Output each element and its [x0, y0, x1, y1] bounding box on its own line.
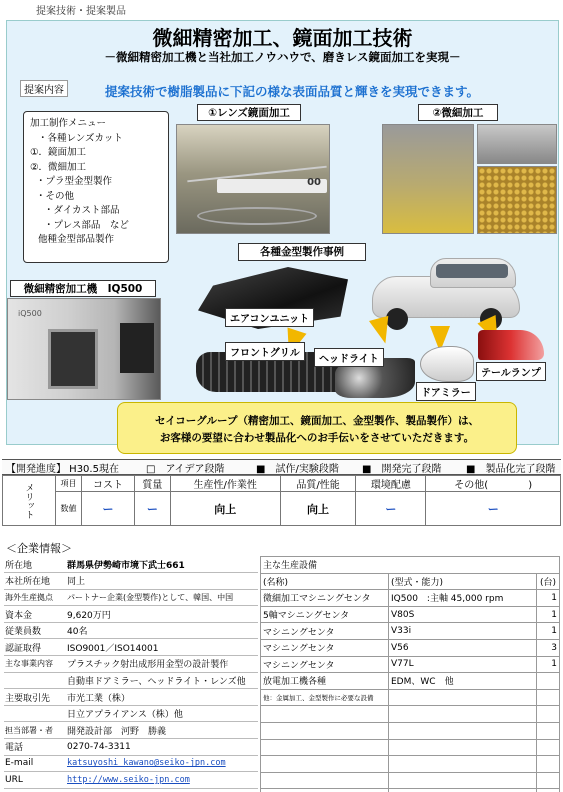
table-row — [4, 622, 258, 639]
table-row — [261, 772, 560, 789]
table-row — [4, 722, 258, 739]
equipment-name: 放電加工機各種 — [261, 673, 389, 690]
stage-product-complete: ■ 製品化完了段階 — [466, 463, 556, 475]
company-key: 海外生産拠点 — [4, 589, 66, 606]
company-key: 資本金 — [4, 606, 66, 623]
merit-value: ー — [82, 492, 135, 526]
table-row — [4, 573, 258, 590]
equipment-qty — [537, 673, 560, 690]
company-value: 自動車ドアミラー、ヘッドライト・レンズ他 — [66, 672, 258, 689]
equipment-name: マシニングセンタ — [261, 623, 389, 640]
company-value: 群馬県伊勢崎市境下武士661 — [66, 556, 258, 573]
equipment-qty: 1 — [537, 656, 560, 673]
table-row — [4, 772, 258, 789]
table-row — [4, 656, 258, 673]
header-tag: 提案技術・提案製品 — [36, 6, 126, 17]
company-key: 主な事業内容 — [4, 656, 66, 673]
merit-value: ー — [426, 492, 561, 526]
company-value: 開発設計部 河野 勝義 — [66, 722, 258, 739]
menu-item: ①．鏡面加工 — [30, 147, 87, 158]
stage-idea: □ アイデア段階 — [146, 463, 225, 475]
aircon-label: エアコンユニット — [225, 308, 314, 327]
merit-header: 環境配慮 — [356, 476, 426, 492]
lens-label: ①レンズ鏡面加工 — [197, 104, 301, 121]
merit-value-label: 数値 — [56, 492, 82, 526]
menu-item: ・各種レンズカット — [38, 132, 123, 144]
company-value: 同上 — [66, 573, 258, 590]
company-value: 日立アプライアンス（株）他 — [66, 705, 258, 722]
table-row — [4, 755, 258, 772]
micro-label: ②微細加工 — [418, 104, 498, 121]
merit-value: ー — [134, 492, 170, 526]
table-row — [261, 739, 560, 756]
table-row — [261, 590, 560, 607]
company-table — [4, 556, 258, 789]
table-row — [261, 722, 560, 739]
equipment-spec: EDM、WC 他 — [389, 673, 537, 690]
menu-item: 加工制作メニュー — [30, 118, 107, 129]
company-key — [4, 705, 66, 722]
stage-prototype: ■ 試作/実験段階 — [256, 463, 339, 475]
menu-item: ・プラ型金型製作 — [36, 176, 113, 187]
company-key — [4, 672, 66, 689]
table-row — [4, 589, 258, 606]
stage-dev-complete: ■ 開発完了段階 — [362, 463, 442, 475]
equipment-spec: IQ500 :主軸 45,000 rpm — [389, 590, 537, 607]
equipment-table — [260, 556, 560, 792]
company-key: E-mail — [4, 755, 66, 772]
taillamp-photo — [478, 330, 544, 360]
equipment-name: マシニングセンタ — [261, 656, 389, 673]
page-subtitle: －微細精密加工機と当社加工ノウハウで、磨きレス鏡面加工を実現－ — [104, 50, 461, 64]
company-key: URL — [4, 772, 66, 789]
merit-header: 品質/性能 — [280, 476, 356, 492]
company-key: 担当部署・者 — [4, 722, 66, 739]
table-row — [261, 706, 560, 723]
group-banner — [117, 402, 517, 454]
equipment-name: 他：金属加工、金型製作に必要な設備 — [261, 689, 389, 706]
equipment-spec — [389, 689, 537, 706]
banner-line2: お客様の要望に合わせ製品化へのお手伝いをさせていただきます。 — [159, 432, 475, 444]
company-heading: ＜企業情報＞ — [6, 542, 72, 555]
company-value: ISO9001／ISO14001 — [66, 639, 258, 656]
page-title: 微細精密加工、鏡面加工技術 — [152, 26, 413, 50]
company-value: 9,620万円 — [66, 606, 258, 623]
table-row — [4, 639, 258, 656]
table-row — [261, 689, 560, 706]
company-key: 認証取得 — [4, 639, 66, 656]
merit-value: ー — [356, 492, 426, 526]
ruler-number: 00 — [307, 177, 321, 188]
table-row — [261, 756, 560, 773]
equipment-col: (名称) — [261, 573, 389, 590]
equipment-col: (型式・能力) — [389, 573, 537, 590]
merit-value: 向上 — [170, 492, 280, 526]
proposal-text: 提案技術で樹脂製品に下記の様な表面品質と輝きを実現できます。 — [105, 84, 480, 99]
table-row — [261, 573, 560, 590]
table-row — [4, 705, 258, 722]
merit-table — [2, 475, 561, 526]
mirror-label: ドアミラー — [416, 382, 476, 401]
machine-photo: iQ500 — [7, 298, 161, 400]
table-row — [4, 556, 258, 573]
banner-line1: セイコーグループ（精密加工、鏡面加工、金型製作、製品製作）は、 — [155, 415, 479, 427]
menu-box — [23, 111, 169, 263]
equipment-qty: 1 — [537, 623, 560, 640]
table-row — [4, 672, 258, 689]
equipment-qty: 3 — [537, 639, 560, 656]
mirror-photo — [420, 346, 474, 382]
company-value: 40名 — [66, 622, 258, 639]
proposal-label: 提案内容 — [20, 80, 68, 97]
table-row — [261, 623, 560, 640]
equipment-spec: V77L — [389, 656, 537, 673]
merit-item-label: 項目 — [56, 476, 82, 492]
merit-header: コスト — [82, 476, 135, 492]
company-value: 市光工業（株） — [66, 689, 258, 706]
company-key: 電話 — [4, 739, 66, 756]
company-value: パートナー企業(金型製作)として、韓国、中国 — [66, 589, 258, 606]
equipment-spec: V33i — [389, 623, 537, 640]
progress-label: 【開発進度】 H30.5現在 — [6, 463, 119, 475]
lens-photo — [176, 124, 330, 234]
table-row — [4, 739, 258, 756]
grille-label: フロントグリル — [225, 342, 305, 361]
car-photo — [372, 254, 522, 332]
email-link[interactable]: katsuyoshi_kawano@seiko-jpn.com — [67, 758, 226, 769]
examples-label: 各種金型製作事例 — [238, 243, 366, 261]
table-row — [4, 689, 258, 706]
menu-item: ・ダイカスト部品 — [44, 205, 120, 216]
table-row — [261, 656, 560, 673]
menu-item: ・その他 — [36, 190, 75, 202]
equipment-name: マシニングセンタ — [261, 639, 389, 656]
url-link[interactable]: http://www.seiko-jpn.com — [67, 775, 190, 786]
equipment-qty — [537, 689, 560, 706]
micro-photo-1 — [382, 124, 474, 234]
equipment-spec: V80S — [389, 606, 537, 623]
company-key: 所在地 — [4, 556, 66, 573]
merit-header: 質量 — [134, 476, 170, 492]
menu-item: ②．微細加工 — [30, 161, 87, 173]
micro-photo-3 — [477, 166, 557, 234]
table-row — [261, 673, 560, 690]
merit-side-label: メリット — [3, 476, 56, 526]
headlight-label: ヘッドライト — [314, 348, 384, 367]
merit-header: その他( ) — [426, 476, 561, 492]
table-row — [261, 606, 560, 623]
equipment-name: 5軸マシニングセンタ — [261, 606, 389, 623]
table-row — [261, 639, 560, 656]
equipment-col: (台) — [537, 573, 560, 590]
company-key: 本社所在地 — [4, 573, 66, 590]
progress-row — [2, 459, 561, 475]
equipment-heading: 主な生産設備 — [261, 557, 560, 574]
menu-item: 他種金型部品製作 — [38, 234, 115, 245]
table-row — [261, 557, 560, 574]
company-key: 従業員数 — [4, 622, 66, 639]
micro-photo-2 — [477, 124, 557, 164]
merit-header: 生産性/作業性 — [170, 476, 280, 492]
equipment-name: 微細加工マシニングセンタ — [261, 590, 389, 607]
company-key: 主要取引先 — [4, 689, 66, 706]
company-value: 0270-74-3311 — [66, 739, 258, 756]
merit-value: 向上 — [280, 492, 356, 526]
equipment-qty: 1 — [537, 606, 560, 623]
equipment-qty: 1 — [537, 590, 560, 607]
menu-item: ・プレス部品 など — [44, 219, 129, 231]
equipment-spec: V56 — [389, 639, 537, 656]
table-row — [4, 606, 258, 623]
machine-label: 微細精密加工機 IQ500 — [10, 280, 156, 297]
company-value: プラスチック射出成形用金型の設計製作 — [66, 656, 258, 673]
taillamp-label: テールランプ — [476, 362, 546, 381]
